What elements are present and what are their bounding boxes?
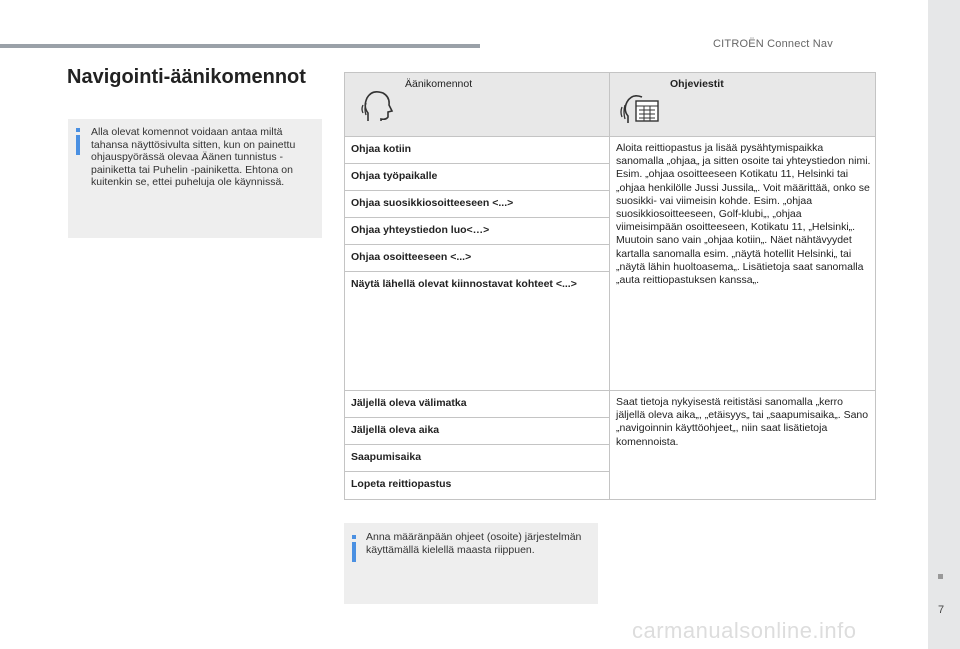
- command-label: Saapumisaika: [351, 451, 422, 463]
- table-row: [345, 472, 609, 498]
- command-label: Lopeta reittiopastus: [351, 478, 452, 490]
- command-label: Ohjaa kotiin: [351, 143, 412, 155]
- header-cell-commands: [345, 73, 609, 136]
- table-row: [345, 418, 609, 445]
- table-row: [345, 391, 609, 418]
- info-note-text: Alla olevat komennot voidaan antaa miltä tahansa näyttösivulta sitten, kun on painettu ohjauspyörässä olevaa Äänen tunnistus -painiketta tai Puhelin -painiketta. Ehtona on kuitenkin se, ettei puheluja ole käynnissä.: [91, 126, 296, 189]
- info-icon-bar: [76, 135, 80, 155]
- command-label: Ohjaa suosikkiosoitteeseen <...>: [351, 197, 514, 209]
- header-cell-messages: [610, 73, 875, 136]
- page-number: 7: [938, 604, 945, 616]
- top-rule: [0, 44, 480, 48]
- table-row: [345, 272, 609, 390]
- brand-label: CITROËN Connect Nav: [713, 38, 833, 50]
- header-messages-label: Ohjeviestit: [670, 78, 724, 90]
- side-strip: [928, 0, 960, 649]
- info-note-text: Anna määränpään ohjeet (osoite) järjestelmän käyttämällä kielellä maasta riippuen.: [366, 531, 582, 556]
- table-row: [345, 245, 609, 272]
- info-icon-bar: [352, 542, 356, 562]
- voice-command-table: [344, 72, 876, 500]
- command-description: Aloita reittiopastus ja lisää pysähtymispaikka sanomalla „ohjaa„ ja sitten osoite tai yhteystiedon nimi. Esim. „ohjaa osoitteeseen Kotikatu 11, Helsinki tai „ohjaa henkilölle Jussi Jussila„. Voit määrittää, onko se suosikki- vai viimeisin kohde. Esim. „ohjaa suosikkiosoitteeseen, Golf-klubi„, „ohjaa viimeisimpään osoitteeseen, Kotikatu 11, „Helsinki„. Muutoin sano vain „ohjaa kotiin„. Näet nähtävyydet kartalla sanomalla esim. „näytä hotellit Helsinki„ tai „näytä lähin huoltoasema„. Lisätietoja saat sanomalla „auta reittiopastuksen kanssa„.: [616, 142, 871, 287]
- info-note: [68, 119, 322, 238]
- command-label: Jäljellä oleva aika: [351, 424, 440, 436]
- header-commands-label: Äänikomennot: [405, 78, 473, 90]
- watermark: carmanualsonline.info: [632, 618, 857, 643]
- command-label: Ohjaa yhteystiedon luo<…>: [351, 224, 490, 236]
- table-row: [345, 191, 609, 218]
- column-divider: [609, 73, 610, 499]
- section-marker: [938, 574, 943, 579]
- command-description: Saat tietoja nykyisestä reitistäsi sanomalla „kerro jäljellä oleva aika„, „etäisyys„ tai „saapumisaika„. Sano „navigoinnin käyttöohjeet„, niin saat lisätietoja komennoista.: [616, 396, 869, 448]
- voice-command-head-icon: [361, 85, 395, 125]
- command-label: Ohjaa työpaikalle: [351, 170, 438, 182]
- voice-message-screen-icon: [618, 87, 662, 125]
- page-title: Navigointi-äänikomennot: [67, 66, 306, 88]
- command-label: Ohjaa osoitteeseen <...>: [351, 251, 472, 263]
- table-row: [345, 445, 609, 472]
- table-row: [345, 137, 609, 164]
- table-row: [345, 218, 609, 245]
- table-row: [345, 164, 609, 191]
- info-note: [344, 523, 598, 604]
- command-label: Jäljellä oleva välimatka: [351, 397, 467, 409]
- command-label: Näytä lähellä olevat kiinnostavat kohteet <...>: [351, 278, 577, 290]
- info-icon: [76, 128, 80, 132]
- info-icon: [352, 535, 356, 539]
